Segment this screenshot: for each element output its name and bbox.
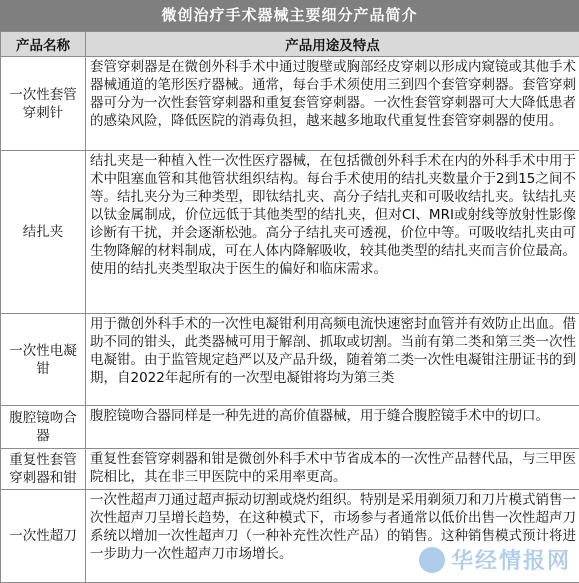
table-row: [1, 490, 579, 583]
product-name: 重复性套管穿刺器和钳: [1, 449, 86, 490]
product-name: 一次性电凝钳: [1, 314, 86, 406]
table-row: [1, 314, 579, 406]
product-name: 一次性套管穿刺针: [1, 57, 86, 151]
table-row: [1, 449, 579, 490]
table-title: 微创治疗手术器械主要细分产品简介: [0, 0, 579, 31]
product-name: 腹腔镜吻合器: [1, 406, 86, 449]
table-row: [1, 151, 579, 314]
column-header-desc: 产品用途及特点: [86, 32, 579, 57]
column-header-name: 产品名称: [1, 32, 86, 57]
product-description: 套管穿刺器是在微创外科手术中通过腹壁或胸部经皮穿刺以形成内窥镜或其他手术器械通道的笔形医疗器械。通常，每台手术须使用三到四个套管穿刺器。套管穿刺器可分为一次性套管穿刺器和重复套管穿刺器。一次性套管穿刺器可大大降低患者的感染风险，降低医院的消毒负担，越来越多地取代重复性套管穿刺器的使用。: [86, 57, 579, 151]
product-table: [0, 31, 579, 583]
product-description: 用于微创外科手术的一次性电凝钳利用高频电流快速密封血管并有效防止出血。借助不同的钳头，此类器械可用于解剖、抓取或切割。当前有第二类和第三类一次性电凝钳。由于监管规定趋严以及产品升级，随着第二类一次性电凝钳注册证书的到期，自2022年起所有的一次型电凝钳将均为第三类: [86, 314, 579, 406]
table-row: [1, 57, 579, 151]
watermark-text: 华经情报网: [450, 549, 571, 574]
product-name: 结扎夹: [1, 151, 86, 314]
product-description: 一次性超声刀通过超声振动切割或烧灼组织。特别是采用剃须刀和刀片模式销售一次性超声刀呈增长趋势，在这种模式下，市场参与者通常以低价出售一次性超声刀系统以增加一次性超声刀（一种补充性次性产品）的销售。这种销售模式预计将进一步助力一次性超声刀市场增长。: [86, 490, 579, 583]
table-row: [1, 406, 579, 449]
product-description: 结扎夹是一种植入性一次性医疗器械，在包括微创外科手术在内的外科手术中用于术中阻塞血管和其他管状组织结构。每台手术使用的结扎夹数量介于2到15之间不等。结扎夹分为三种类型，即钛结扎夹、高分子结扎夹和可吸收结扎夹。钛结扎夹以钛金属制成，价位远低于其他类型的结扎夹，但对CI、MRI或射线等放射性影像诊断有干扰，并会逐渐松弛。高分子结扎夹可透视，价位中等。可吸收结扎夹由可生物降解的材料制成，可在人体内降解吸收，较其他类型的结扎夹而言价位最高。使用的结扎夹类型取决于医生的偏好和临床需求。: [86, 151, 579, 314]
product-description: 重复性套管穿刺器和钳是微创外科手术中节省成本的一次性产品替代品，与三甲医院相比，其在非三甲医院中的采用率更高。: [86, 449, 579, 490]
table-header-row: [1, 32, 579, 57]
product-description: 腹腔镜吻合器同样是一种先进的高价值器械，用于缝合腹腔镜手术中的切口。: [86, 406, 579, 449]
product-name: 一次性超刀: [1, 490, 86, 583]
